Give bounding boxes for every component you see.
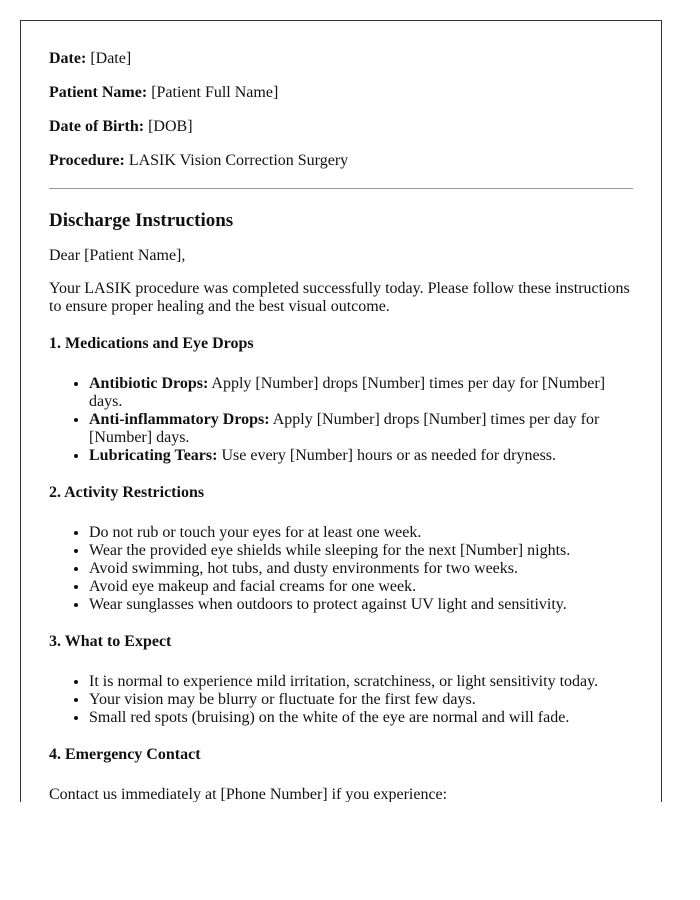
header-divider — [49, 188, 633, 189]
dob-field — [49, 117, 633, 136]
section-expect-title: 3. What to Expect — [49, 633, 172, 650]
date-label: Date: — [49, 50, 87, 67]
list-item: • Your vision may be blurry or fluctuate for the first few days. — [89, 691, 633, 709]
procedure-value: LASIK Vision Correction Surgery — [128, 152, 349, 169]
list-item: • Avoid swimming, hot tubs, and dusty environments for two weeks. — [89, 560, 633, 578]
list-item: • Avoid eye makeup and facial creams for one week. — [89, 578, 633, 596]
patient-name-value: [Patient Full Name] — [151, 84, 279, 101]
patient-name-field — [49, 83, 633, 102]
patient-name-label: Patient Name: — [49, 84, 148, 101]
activity-list — [49, 524, 633, 614]
section-medications-title: 1. Medications and Eye Drops — [49, 335, 254, 352]
item-label: Antibiotic Drops: — [89, 375, 209, 392]
date-field — [49, 49, 633, 68]
item-text: Apply [Number] drops [Number] times per day for [Number] days. — [89, 411, 600, 446]
section-emergency-title: 4. Emergency Contact — [49, 746, 201, 763]
list-item: • Wear sunglasses when outdoors to protect against UV light and sensitivity. — [89, 596, 633, 614]
list-item — [89, 447, 633, 465]
section-activity-title: 2. Activity Restrictions — [49, 484, 205, 501]
expect-list — [49, 673, 633, 727]
list-item: • Wear the provided eye shields while sleeping for the next [Number] nights. — [89, 542, 633, 560]
list-item — [89, 375, 633, 411]
medications-list — [49, 375, 633, 465]
discharge-document — [20, 20, 662, 802]
list-item: • Do not rub or touch your eyes for at least one week. — [89, 524, 633, 542]
emergency-contact-text: Contact us immediately at [Phone Number] if you experience: — [49, 786, 448, 802]
page-title: Discharge Instructions — [49, 210, 234, 231]
item-text: Use every [Number] hours or as needed for dryness. — [221, 447, 557, 464]
document-viewport — [20, 20, 662, 802]
greeting: Dear [Patient Name], — [49, 247, 186, 264]
item-label: Lubricating Tears: — [89, 447, 218, 464]
list-item: • Small red spots (bruising) on the white of the eye are normal and will fade. — [89, 709, 633, 727]
item-text: Apply [Number] drops [Number] times per day for [Number] days. — [89, 375, 606, 410]
intro-paragraph: Your LASIK procedure was completed successfully today. Please follow these instructions to ensure proper healing and the best visual outcome. — [49, 280, 630, 315]
procedure-label: Procedure: — [49, 152, 125, 169]
item-label: Anti-inflammatory Drops: — [89, 411, 270, 428]
procedure-field — [49, 151, 633, 170]
dob-label: Date of Birth: — [49, 118, 145, 135]
list-item: • It is normal to experience mild irritation, scratchiness, or light sensitivity today. — [89, 673, 633, 691]
list-item — [89, 411, 633, 447]
dob-value: [DOB] — [148, 118, 193, 135]
date-value: [Date] — [90, 50, 132, 67]
